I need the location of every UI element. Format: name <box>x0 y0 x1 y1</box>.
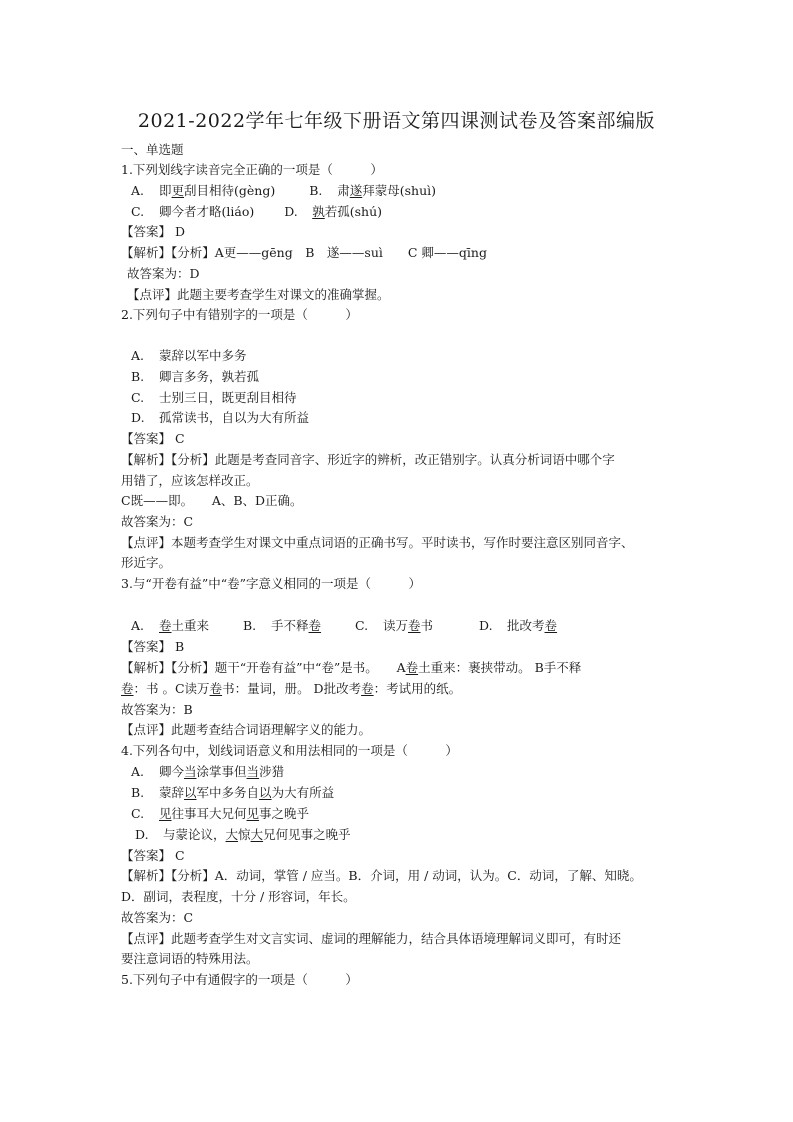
q3-option-a: 卷土重来 <box>159 618 210 633</box>
q3-option-c: 读万卷书 <box>383 618 434 633</box>
q1-answer: 【答案】 D <box>121 224 185 239</box>
q2-analysis-line3: C既——即。 A、B、D正确。 <box>121 493 303 508</box>
q1-conclusion: 故答案为：D <box>127 266 200 281</box>
q4-option-b: B. 蒙辞以军中多务自以为大有所益 <box>131 785 335 800</box>
q1-analysis: 【解析】【分析】A更——gēng B 遂——suì C 卿——qīng <box>121 245 487 260</box>
q1-stem: 1.下列划线字读音完全正确的一项是（ ） <box>121 162 383 177</box>
q1-option-b: 肃遂拜蒙母(shuì) <box>337 183 437 198</box>
q3-stem: 3.与“开卷有益”中“卷”字意义相同的一项是（ ） <box>121 576 421 591</box>
q1-options-row2 <box>131 204 382 220</box>
q1-option-c: 卿今者才略(liáo) <box>159 204 255 219</box>
q2-option-a: A. 蒙辞以军中多务 <box>131 348 247 363</box>
q4-comment-line1: 【点评】此题考查学生对文言实词、虚词的理解能力，结合具体语境理解词义即可，有时还 <box>121 931 622 946</box>
section-heading: 一、单选题 <box>121 142 184 157</box>
q1-options-row1 <box>131 183 436 199</box>
q4-answer: 【答案】 C <box>121 848 185 863</box>
q4-option-c: C. 见往事耳大兄何见事之晚乎 <box>131 806 310 821</box>
q4-analysis-line1: 【解析】【分析】A．动词，掌管 / 应当。B．介词，用 / 动词，认为。C．动词，了解、知晓。 <box>121 868 642 883</box>
q1-option-c-label: C. <box>131 204 145 219</box>
q1-option-d: 孰若孤(shú) <box>312 204 383 219</box>
q3-conclusion: 故答案为：B <box>121 702 193 717</box>
document-title: 2021-2022学年七年级下册语文第四课测试卷及答案部编版 <box>137 110 656 132</box>
q4-conclusion: 故答案为：C <box>121 910 194 925</box>
q4-stem: 4.下列各句中，划线词语意义和用法相同的一项是（ ） <box>121 743 458 758</box>
q2-conclusion: 故答案为：C <box>121 514 194 529</box>
q4-option-a: A. 卿今当涂掌事但当涉猎 <box>131 764 285 779</box>
q1-option-a: 即更刮目相待(gèng) <box>159 183 276 198</box>
q2-analysis-line2: 用错了，应该怎样改正。 <box>121 473 259 488</box>
q3-analysis-line2: 卷：书 。C读万卷书：量词，册。 D批改考卷：考试用的纸。 <box>121 681 462 696</box>
q1-option-a-label: A. <box>131 183 145 198</box>
q4-option-d: D. 与蒙论议，大惊大兄何见事之晚乎 <box>135 827 351 842</box>
q1-comment: 【点评】此题主要考查学生对课文的准确掌握。 <box>127 287 390 302</box>
q4-analysis-line2: D．副词，表程度，十分 / 形容词，年长。 <box>121 889 356 904</box>
q3-option-d: 批改考卷 <box>507 618 558 633</box>
q3-analysis-line1: 【解析】【分析】题干“开卷有益”中“卷”是书。 A卷土重来：裹挟带动。 B手不释 <box>121 660 582 675</box>
q5-stem: 5.下列句子中有通假字的一项是（ ） <box>121 972 358 987</box>
q4-comment-line2: 要注意词语的特殊用法。 <box>121 951 259 966</box>
q2-option-b: B. 卿言多务，孰若孤 <box>131 369 260 384</box>
q2-answer: 【答案】 C <box>121 431 185 446</box>
q2-comment-line2: 形近字。 <box>121 555 172 570</box>
q1-option-d-label: D. <box>284 204 298 219</box>
q3-option-b: 手不释卷 <box>271 618 322 633</box>
q1-option-b-label: B. <box>309 183 323 198</box>
q3-answer: 【答案】 B <box>121 639 185 654</box>
q2-analysis-line1: 【解析】【分析】此题是考查同音字、形近字的辨析，改正错别字。认真分析词语中哪个字 <box>121 452 615 467</box>
q3-comment: 【点评】此题考查结合词语理解字义的能力。 <box>121 722 372 737</box>
q3-options-row: A. 卷土重来 B. 手不释卷 C. 读万卷书 D. 批改考卷 <box>131 618 558 633</box>
q2-option-d: D. 孤常读书，自以为大有所益 <box>131 410 310 425</box>
q2-stem: 2.下列句子中有错别字的一项是（ ） <box>121 307 358 322</box>
q2-comment-line1: 【点评】本题考查学生对课文中重点词语的正确书写。平时读书，写作时要注意区别同音字、 <box>121 535 634 550</box>
q2-option-c: C. 士别三日，既更刮目相待 <box>131 390 297 405</box>
